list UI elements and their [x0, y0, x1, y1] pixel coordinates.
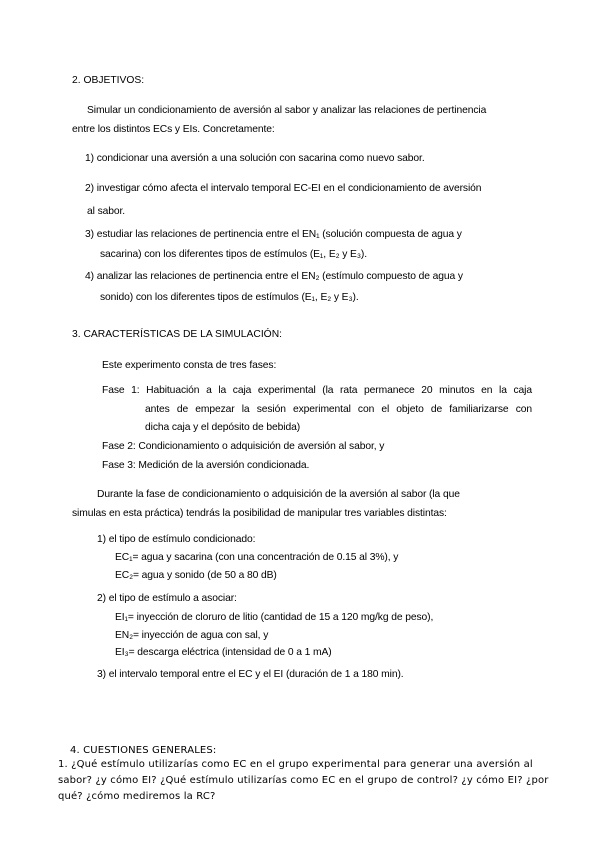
question-1-line-1: 1. ¿Qué estímulo utilizarías como EC en el grupo experimental para generar una aversión al [58, 759, 533, 770]
question-1-line-2: sabor? ¿y cómo EI? ¿Qué estímulo utilizarías como EC en el grupo de control? ¿y cómo EI? ¿por [58, 775, 549, 786]
objetivo-3-line-1: 3) estudiar las relaciones de pertinencia entre el EN₁ (solución compuesta de agua y [85, 229, 462, 240]
variable-3: 3) el intervalo temporal entre el EC y el EI (duración de 1 a 180 min). [97, 669, 404, 680]
variable-1-ec2: EC₂= agua y sonido (de 50 a 80 dB) [115, 570, 277, 581]
fase-2: Fase 2: Condicionamiento o adquisición de aversión al sabor, y [102, 441, 385, 452]
variable-2-ei3: EI₃= descarga eléctrica (intensidad de 0 a 1 mA) [115, 647, 332, 658]
objetivo-2-line-1: 2) investigar cómo afecta el intervalo temporal EC-EI en el condicionamiento de aversión [85, 183, 482, 194]
fases-intro: Este experimento consta de tres fases: [102, 360, 277, 371]
variable-1-ec1: EC₁= agua y sacarina (con una concentración de 0.15 al 3%), y [115, 552, 399, 563]
variables-para-line-2: simulas en esta práctica) tendrás la posibilidad de manipular tres variables distintas: [72, 508, 447, 519]
objetivo-2-line-2: al sabor. [87, 206, 126, 217]
objetivos-intro-line-2: entre los distintos ECs y EIs. Concretamente: [72, 124, 275, 135]
objetivo-1: 1) condicionar una aversión a una solución con sacarina como nuevo sabor. [85, 153, 425, 164]
variables-para-line-1: Durante la fase de condicionamiento o adquisición de la aversión al sabor (la que [97, 489, 460, 500]
objetivos-intro-line-1: Simular un condicionamiento de aversión al sabor y analizar las relaciones de pertinencia [87, 105, 487, 116]
objetivo-4-line-1: 4) analizar las relaciones de pertinencia entre el EN₂ (estímulo compuesto de agua y [85, 271, 463, 282]
objetivo-4-line-2: sonido) con los diferentes tipos de estímulos (E₁, E₂ y E₃). [100, 292, 359, 303]
fase-1-line-3: dicha caja y el depósito de bebida) [145, 422, 301, 433]
fase-3: Fase 3: Medición de la aversión condicionada. [102, 460, 310, 471]
question-1-line-3: qué? ¿cómo mediremos la RC? [58, 791, 216, 802]
variable-2-ei1: EI₁= inyección de cloruro de litio (cantidad de 15 a 120 mg/kg de peso), [115, 612, 434, 623]
section-2-heading: 2. OBJETIVOS: [72, 75, 145, 86]
variable-2-en2: EN₂= inyección de agua con sal, y [115, 630, 269, 641]
fase-1-line-1: Fase 1: Habituación a la caja experimental (la rata permanece 20 minutos en la caja [102, 385, 532, 396]
variable-2-title: 2) el tipo de estímulo a asociar: [97, 593, 237, 604]
objetivo-3-line-2: sacarina) con los diferentes tipos de estímulos (E₁, E₂ y E₃). [100, 249, 368, 260]
variable-1-title: 1) el tipo de estímulo condicionado: [97, 534, 256, 545]
section-4-heading: 4. CUESTIONES GENERALES: [70, 745, 217, 756]
fase-1-line-2: antes de empezar la sesión experimental con el objeto de familiarizarse con [145, 404, 532, 415]
section-3-heading: 3. CARACTERÍSTICAS DE LA SIMULACIÓN: [72, 329, 282, 340]
